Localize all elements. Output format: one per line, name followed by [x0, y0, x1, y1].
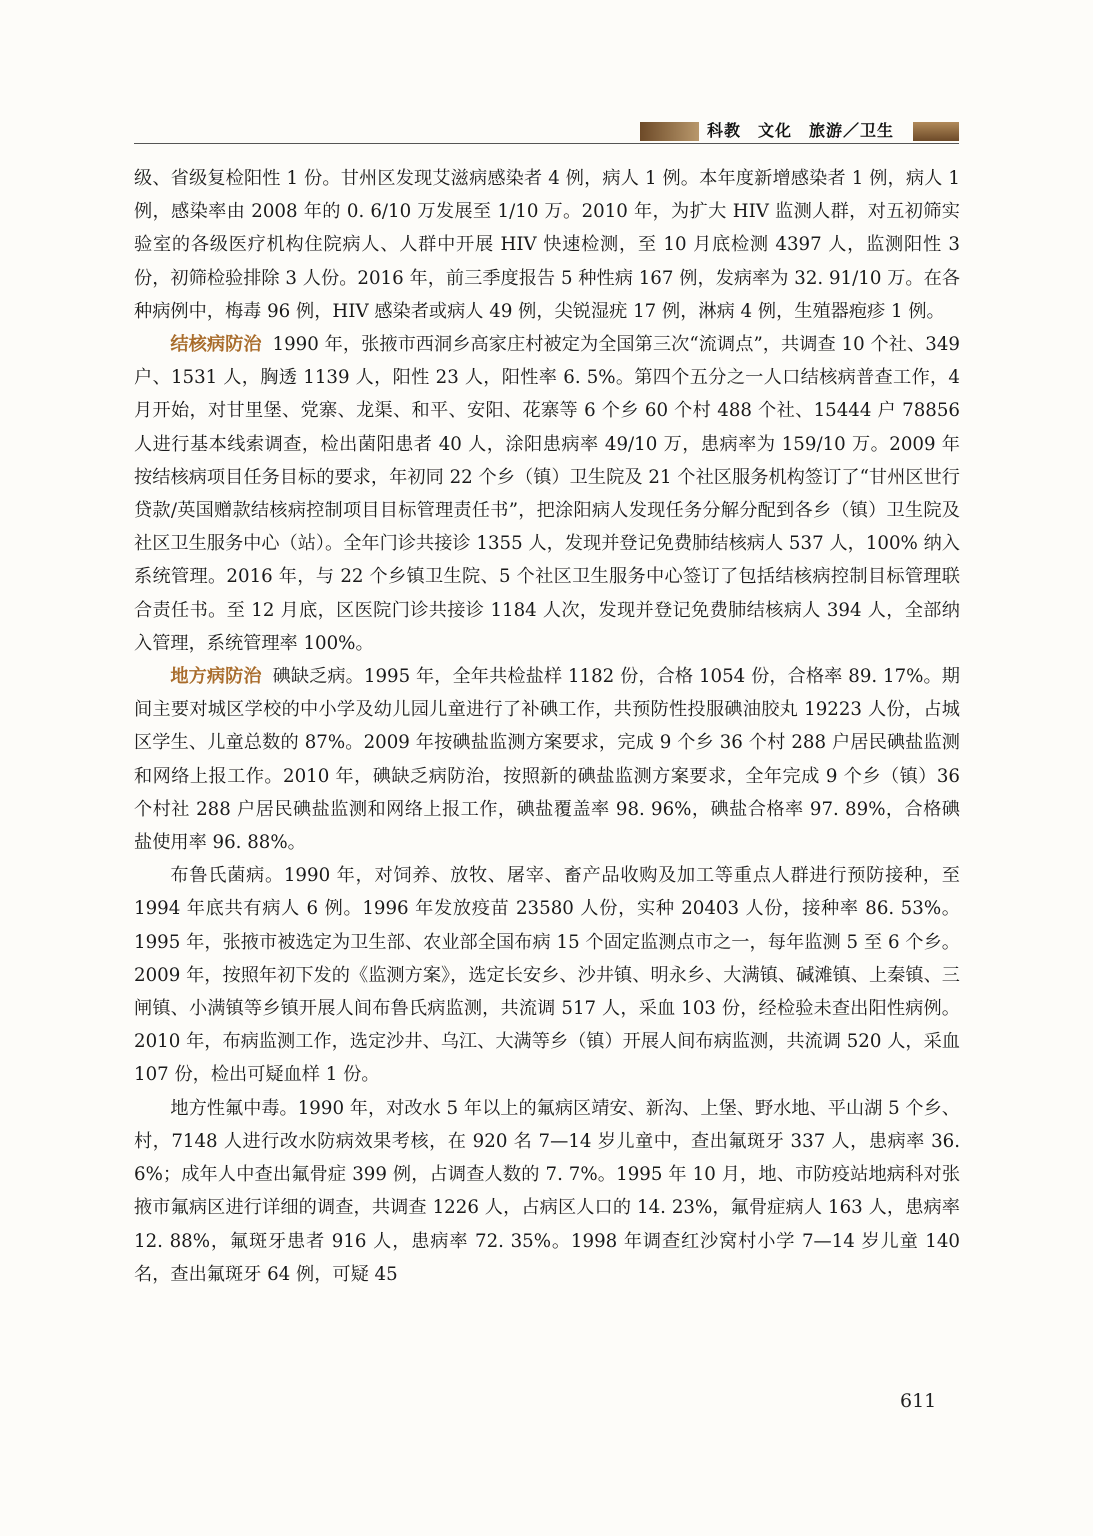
paragraph-text: 1990 年，张掖市西洞乡高家庄村被定为全国第三次“流调点”，共调查 10 个社、349 户、1531 人，胸透 1139 人，阳性 23 人，阳性率 6. 5%。第四个五分之一人口结核病普查工作，4 月开始，对甘里堡、党寨、龙渠、和平、安阳、花寨等 6 个乡 60 个村 488 个社、15444 户 78856 人进行基本线索调查，检出菌阳患者 40 人，涂阳患病率 49/10 万，患病率为 159/10 万。2009 年按结核病项目任务目标的要求，年初同 22 个乡（镇）卫生院及 21 个社区服务机构签订了“甘州区世行贷款/英国赠款结核病控制项目目标管理责任书”，把涂阳病人发现任务分解分配到各乡（镇）卫生院及社区卫生服务中心（站）。全年门诊共接诊 1355 人，发现并登记免费肺结核病人 537 人，100% 纳入系统管理。2016 年，与 22 个乡镇卫生院、5 个社区卫生服务中心签订了包括结核病控制目标管理联合责任书。至 12 月底，区医院门诊共接诊 1184 人次，发现并登记免费肺结核病人 394 人，全部纳入管理，系统管理率 100%。 [134, 334, 960, 654]
paragraph-fluorosis [134, 1092, 960, 1291]
header-decor-right [913, 122, 959, 141]
page-number: 611 [900, 1390, 937, 1412]
paragraph-text: 布鲁氏菌病。1990 年，对饲养、放牧、屠宰、畜产品收购及加工等重点人群进行预防接种，至 1994 年底共有病人 6 例。1996 年发放疫苗 23580 人份，实种 20403 人份，接种率 86. 53%。1995 年，张掖市被选定为卫生部、农业部全国布病 15 个固定监测点市之一，每年监测 5 至 6 个乡。2009 年，按照年初下发的《监测方案》，选定长安乡、沙井镇、明永乡、大满镇、碱滩镇、上秦镇、三闸镇、小满镇等乡镇开展人间布鲁氏病监测，共流调 517 人，采血 103 份，经检验未查出阳性病例。2010 年，布病监测工作，选定沙井、乌江、大满等乡（镇）开展人间布病监测，共流调 520 人，采血 107 份，检出可疑血样 1 份。 [134, 865, 960, 1086]
topic-heading-tuberculosis: 结核病防治 [170, 334, 262, 356]
paragraph-text: 碘缺乏病。1995 年，全年共检盐样 1182 份，合格 1054 份，合格率 89. 17%。期间主要对城区学校的中小学及幼儿园儿童进行了补碘工作，共预防性投服碘油胶丸 19223 人份，占城区学生、儿童总数的 87%。2009 年按碘盐监测方案要求，完成 9 个乡 36 个村 288 户居民碘盐监测和网络上报工作。2010 年，碘缺乏病防治，按照新的碘盐监测方案要求，全年完成 9 个乡（镇）36 个村社 288 户居民碘盐监测和网络上报工作，碘盐覆盖率 98. 96%，碘盐合格率 97. 89%，合格碘盐使用率 96. 88%。 [134, 666, 960, 854]
paragraph-text: 级、省级复检阳性 1 份。甘州区发现艾滋病感染者 4 例，病人 1 例。本年度新增感染者 1 例，病人 1 例，感染率由 2008 年的 0. 6/10 万发展至 1/10 万。2010 年，为扩大 HIV 监测人群，对五初筛实验室的各级医疗机构住院病人、人群中开展 HIV 快速检测，至 10 月底检测 4397 人，监测阳性 3 份，初筛检验排除 3 人份。2016 年，前三季度报告 5 种性病 167 例，发病率为 32. 91/10 万。在各种病例中，梅毒 96 例，HIV 感染者或病人 49 例，尖锐湿疣 17 例，淋病 4 例，生殖器疱疹 1 例。 [134, 168, 960, 322]
paragraph-text: 地方性氟中毒。1990 年，对改水 5 年以上的氟病区靖安、新沟、上堡、野水地、平山湖 5 个乡、村，7148 人进行改水防病效果考核，在 920 名 7—14 岁儿童中，查出氟斑牙 337 人，患病率 36. 6%；成年人中查出氟骨症 399 例，占调查人数的 7. 7%。1995 年 10 月，地、市防疫站地病科对张掖市氟病区进行详细的调查，共调查 1226 人，占病区人口的 14. 23%，氟骨症病人 163 人，患病率 12. 88%，氟斑牙患者 916 人，患病率 72. 35%。1998 年调查红沙窝村小学 7—14 岁儿童 140 名，查出氟斑牙 64 例，可疑 45 [134, 1097, 960, 1285]
paragraph-brucellosis [134, 859, 960, 1091]
paragraph-tuberculosis [134, 328, 960, 660]
body-text [134, 162, 960, 1291]
section-title: 科教 文化 旅游／卫生 [699, 119, 904, 143]
header-rule [134, 143, 959, 144]
paragraph-1 [134, 162, 960, 328]
paragraph-endemic-disease [134, 660, 960, 859]
topic-heading-endemic-disease: 地方病防治 [170, 666, 262, 688]
